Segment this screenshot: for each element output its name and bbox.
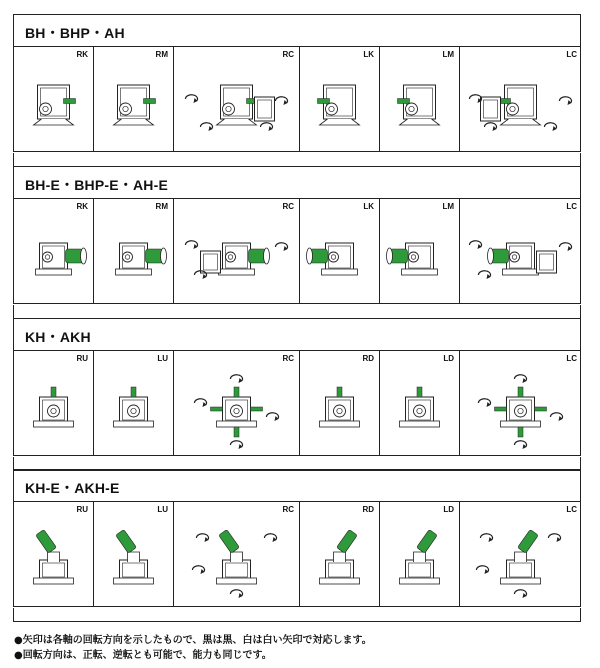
mounting-code: LD bbox=[443, 505, 454, 514]
mounting-cell bbox=[380, 502, 460, 606]
mounting-cell bbox=[174, 351, 300, 455]
mounting-cell bbox=[300, 502, 380, 606]
section-title-text: BH・BHP・AH bbox=[25, 25, 125, 41]
mounting-code: LM bbox=[442, 50, 454, 59]
mounting-code: RC bbox=[282, 354, 294, 363]
gearbox-illustration bbox=[14, 61, 93, 151]
mounting-cell bbox=[174, 199, 300, 303]
mounting-code: RM bbox=[155, 50, 168, 59]
gearbox-illustration bbox=[460, 61, 581, 151]
gearbox-illustration bbox=[174, 516, 299, 606]
mounting-figure bbox=[300, 516, 379, 606]
section-0 bbox=[13, 14, 581, 168]
gearbox-illustration bbox=[380, 61, 459, 151]
mounting-figure bbox=[14, 213, 93, 303]
section-title bbox=[13, 469, 581, 502]
mounting-code: RM bbox=[155, 202, 168, 211]
mounting-code: RC bbox=[282, 202, 294, 211]
mounting-code: RK bbox=[76, 202, 88, 211]
section-title-text: BH-E・BHP-E・AH-E bbox=[25, 177, 168, 193]
gearbox-illustration bbox=[174, 213, 299, 303]
mounting-code: RU bbox=[76, 354, 88, 363]
mounting-cell bbox=[94, 351, 174, 455]
mounting-code: LC bbox=[566, 202, 577, 211]
mounting-cell bbox=[94, 502, 174, 606]
mounting-cell bbox=[460, 502, 582, 606]
mounting-code: LC bbox=[566, 50, 577, 59]
section-1 bbox=[13, 166, 581, 320]
mounting-code: RD bbox=[362, 354, 374, 363]
mounting-code: RU bbox=[76, 505, 88, 514]
mounting-code: RC bbox=[282, 50, 294, 59]
mounting-cell bbox=[380, 199, 460, 303]
mounting-figure bbox=[460, 365, 582, 455]
mounting-figure bbox=[94, 61, 173, 151]
gearbox-illustration bbox=[94, 213, 173, 303]
section-footer bbox=[13, 153, 581, 167]
gearbox-illustration bbox=[14, 213, 93, 303]
gearbox-illustration bbox=[94, 61, 173, 151]
section-footer bbox=[13, 608, 581, 622]
mounting-figure bbox=[14, 516, 93, 606]
gearbox-illustration bbox=[380, 213, 459, 303]
section-footer bbox=[13, 305, 581, 319]
mounting-code: LM bbox=[442, 202, 454, 211]
gearbox-illustration bbox=[174, 365, 299, 455]
mounting-figure bbox=[300, 365, 379, 455]
mounting-cell bbox=[460, 47, 582, 151]
mounting-cell bbox=[94, 199, 174, 303]
gearbox-illustration bbox=[460, 213, 581, 303]
section-3 bbox=[13, 469, 581, 623]
mounting-row bbox=[13, 198, 581, 304]
mounting-cell bbox=[300, 199, 380, 303]
mounting-figure bbox=[14, 365, 93, 455]
mounting-row bbox=[13, 350, 581, 456]
section-title bbox=[13, 318, 581, 351]
notes bbox=[14, 633, 372, 663]
mounting-cell bbox=[300, 47, 380, 151]
section-2 bbox=[13, 318, 581, 472]
mounting-figure bbox=[380, 365, 459, 455]
mounting-figure bbox=[94, 213, 173, 303]
mounting-figure bbox=[94, 516, 173, 606]
mounting-cell bbox=[380, 47, 460, 151]
gearbox-illustration bbox=[380, 516, 459, 606]
mounting-figure bbox=[460, 213, 582, 303]
gearbox-illustration bbox=[14, 365, 93, 455]
gearbox-illustration bbox=[300, 61, 379, 151]
mounting-cell bbox=[380, 351, 460, 455]
mounting-code: LC bbox=[566, 354, 577, 363]
mounting-code: LU bbox=[157, 354, 168, 363]
mounting-code: LK bbox=[363, 50, 374, 59]
note-1: ●矢印は各軸の回転方向を示したもので、黒は黒、白は白い矢印で対応します。 bbox=[14, 635, 372, 646]
mounting-figure bbox=[14, 61, 93, 151]
mounting-code: RK bbox=[76, 50, 88, 59]
mounting-cell bbox=[14, 351, 94, 455]
mounting-figure bbox=[300, 213, 379, 303]
mounting-figure bbox=[174, 213, 299, 303]
gearbox-illustration bbox=[300, 516, 379, 606]
mounting-cell bbox=[14, 502, 94, 606]
mounting-cell bbox=[174, 502, 300, 606]
gearbox-illustration bbox=[300, 213, 379, 303]
mounting-figure bbox=[380, 516, 459, 606]
mounting-code: LC bbox=[566, 505, 577, 514]
mounting-figure bbox=[300, 61, 379, 151]
mounting-figure bbox=[460, 516, 582, 606]
mounting-code: LU bbox=[157, 505, 168, 514]
mounting-code: LD bbox=[443, 354, 454, 363]
gearbox-illustration bbox=[460, 516, 581, 606]
mounting-figure bbox=[174, 365, 299, 455]
gearbox-illustration bbox=[460, 365, 581, 455]
mounting-figure bbox=[174, 61, 299, 151]
section-title-text: KH-E・AKH-E bbox=[25, 480, 120, 496]
mounting-row bbox=[13, 501, 581, 607]
mounting-cell bbox=[460, 199, 582, 303]
mounting-cell bbox=[94, 47, 174, 151]
gearbox-illustration bbox=[94, 365, 173, 455]
note-2: ●回転方向は、正転、逆転とも可能で、能力も同じです。 bbox=[14, 650, 272, 661]
section-title bbox=[13, 14, 581, 47]
section-title bbox=[13, 166, 581, 199]
mounting-figure bbox=[380, 61, 459, 151]
gearbox-illustration bbox=[174, 61, 299, 151]
section-title-text: KH・AKH bbox=[25, 329, 91, 345]
mounting-figure bbox=[174, 516, 299, 606]
gearbox-illustration bbox=[94, 516, 173, 606]
mounting-cell bbox=[300, 351, 380, 455]
mounting-cell bbox=[460, 351, 582, 455]
mounting-row bbox=[13, 46, 581, 152]
gearbox-illustration bbox=[14, 516, 93, 606]
mounting-figure bbox=[380, 213, 459, 303]
mounting-cell bbox=[14, 199, 94, 303]
gearbox-illustration bbox=[380, 365, 459, 455]
mounting-figure bbox=[94, 365, 173, 455]
mounting-figure bbox=[460, 61, 582, 151]
mounting-code: LK bbox=[363, 202, 374, 211]
mounting-cell bbox=[174, 47, 300, 151]
mounting-code: RC bbox=[282, 505, 294, 514]
mounting-cell bbox=[14, 47, 94, 151]
gearbox-illustration bbox=[300, 365, 379, 455]
mounting-code: RD bbox=[362, 505, 374, 514]
